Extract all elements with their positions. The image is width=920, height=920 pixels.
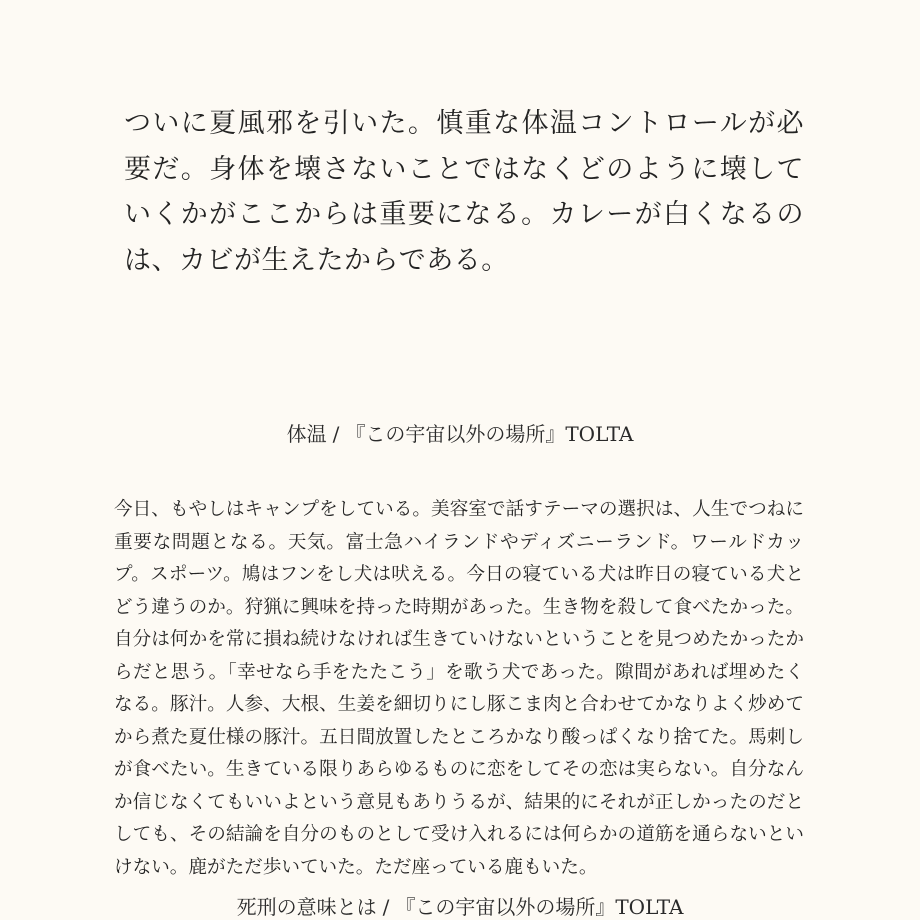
caption-title-2 xyxy=(0,892,920,920)
caption-title-text: 死刑の意味とは xyxy=(236,895,377,919)
body-poem-text: 今日、もやしはキャンプをしている。美容室で話すテーマの選択は、人生でつねに重要な問題となる。天気。富士急ハイランドやディズニーランド。ワールドカップ。スポーツ。鳩はフンをし犬は吠える。今日の寝ている犬は昨日の寝ている犬とどう違うのか。狩猟に興味を持った時期があった。生き物を殺して食べたかった。自分は何かを常に損ね続けなければ生きていけないということを見つめたかったからだと思う。「幸せなら手をたたこう」を歌う犬であった。隙間があれば埋めたくなる。豚汁。人参、大根、生姜を細切りにし豚こま肉と合わせてかなりよく炒めてから煮た夏仕様の豚汁。五日間放置したところかなり酸っぱくなり捨てた。馬刺しが食べたい。生きている限りあらゆるものに恋をしてその恋は実らない。自分なんか信じなくてもいいよという意見もありうるが、結果的にそれが正しかったのだとしても、その結論を自分のものとして受け入れるには何らかの道筋を通らないといけない。鹿がただ歩いていた。ただ座っている鹿もいた。 xyxy=(114,499,804,878)
caption-source: 『この宇宙以外の場所』TOLTA xyxy=(345,422,634,446)
caption-source: 『この宇宙以外の場所』TOLTA xyxy=(395,895,684,919)
lead-poem-text: ついに夏風邪を引いた。慎重な体温コントロールが必要だ。身体を壊さないことではなくどのように壊していくかがここからは重要になる。カレーが白くなるのは、カビが生えたからである。 xyxy=(124,108,804,276)
caption-separator: / xyxy=(332,422,340,446)
caption-separator: / xyxy=(382,895,390,919)
caption-title-text: 体温 xyxy=(286,422,327,446)
caption-title-1 xyxy=(0,418,920,450)
